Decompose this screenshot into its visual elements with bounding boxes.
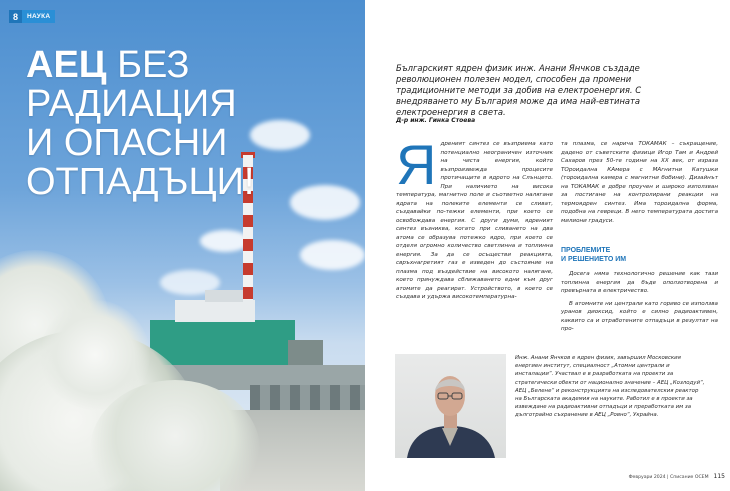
column-2-text: та плазма, се нарича ТОКАМАК – съкращение, дадено от съветските физици Игор Там и Андрей Сахаров през 50-те години на ХХ век, от израза ТОроидална КАмера с МАгнитни Катушки (тороидална камера с магнитни бобини). Дизайнът на ТОКАМАК е добре проучен и широко използван за постигане на контролирани реакции на термоядрен синтез. Има тороидална форма, подобна на гевреци. В него температурата достига милиони градуси. (561, 141, 718, 224)
author-portrait-photo (395, 354, 506, 458)
footer-issue: Февруари 2024 | Списание ОСЕМ (628, 475, 709, 480)
article-text-page (365, 0, 730, 491)
portrait-caption: Инж. Анани Янчков е ядрен физик, завършил Московския енергиен институт, специалност „Атомни централи и инсталации“. Участвал е в разработката на проекти за стратегически обекти от национално значение – АЕЦ „Козлодуй“, АЕЦ „Белене“ и реконструкцията на изследователския реактор на Българската академия на науките. Работил е в проекти за извеждане на радиоактивни отпадъци и преработката им за дълготрайно съхранение в АЕЦ „Ровно“, Украйна. (515, 355, 705, 419)
section-badge (9, 10, 55, 23)
building-roof (205, 290, 243, 302)
drop-cap: Я (396, 133, 437, 196)
paragraph: Досега няма технологично решение как тази топлинна енергия да бъде оползотворена и превърната в електричество. (561, 271, 718, 294)
subhead-line1: ПРОБЛЕМИТЕ (561, 247, 611, 254)
page-number: 115 (713, 473, 725, 480)
text-column-1 (396, 133, 553, 302)
side-building (288, 340, 323, 368)
section-label: НАУКА (22, 10, 55, 23)
headline-bold: АЕЦ (26, 44, 107, 86)
portrait-illustration (395, 354, 506, 458)
section-number: 8 (9, 10, 22, 23)
article-headline (26, 46, 356, 202)
blossom-tree (40, 300, 150, 410)
headline-line1: БЕЗ (106, 44, 190, 86)
text-column-2 (561, 140, 718, 225)
building-top (175, 300, 255, 322)
cloud (300, 240, 365, 270)
paragraph: В атомните ни централи като гориво се използва уранов диоксид, който е силно радиоактивен, каквито са и отработените отпадъци в резултат на про- (561, 300, 718, 332)
reactor-building (150, 320, 295, 370)
headline-line4: ОТПАДЪЦИ! (26, 161, 255, 203)
headline-line3: И ОПАСНИ (26, 122, 228, 164)
subhead-line2: И РЕШЕНИЕТО ИМ (561, 256, 627, 263)
column-1-text: дреният синтез се възприема като потенциално неограничен източник на чиста енергия, който възпроизвежда процесите протичащите в ядрото на Слънцето. При наличието на висока температура, магнитно поле и съответно налягане ядрата на полеките елементи се сливат, създавайки по-тежки елементи, при което се освобождава енергия. С други думи, ядреният синтез възниква, когато при сливането на два атома се образува потежко ядро, при което се отделя огромно количество светлинна и топлинна енергия. За да се осъществи реакцията, свръхнагретият газ е изведен до състояние на плазма под въздействие на високото налягане, което принуждава сближаването едни към друг атомите да реагират. Устройството, в което се създава и удържа високотемпературна- (396, 141, 553, 300)
headline-line2: РАДИАЦИЯ (26, 83, 237, 125)
text-column-2b (561, 270, 718, 338)
section-subheading (561, 246, 718, 264)
page-footer (565, 473, 725, 480)
article-intro: Българският ядрен физик инж. Анани Янчков създаде революционен полезен модел, способен да промени традиционните методи за добив на електроенергия. С внедряването му България може да има най-евтината електроенергия в света. (396, 63, 642, 117)
author-byline: Д-р инж. Гинка Стоева (396, 117, 476, 124)
